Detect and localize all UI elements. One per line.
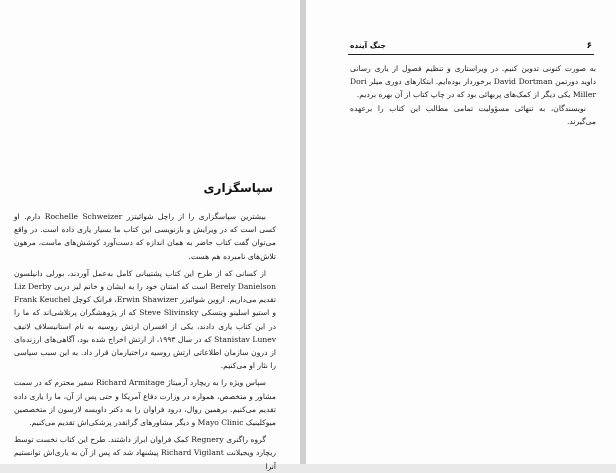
paragraph: بیشترین سپاسگزاری را از راچل شوائیتزر Rochelle Schweizer دارم. او کسی است که در ویرایش و بازنویسی این کتاب ما بسیار یاری داده است. در واقع می‌توان گفت کتاب حاضر به همان اندازه که دست‌آورد کوشش‌های ماست، مرهون تلاش‌های نامبرده هم هست.	[14, 212, 276, 261]
left-page	[0, 0, 300, 471]
page-number: ۶	[586, 41, 592, 51]
running-head: جنگ آینده	[350, 41, 386, 50]
paragraph: گروه راگنری Regnery کمک فراوان ابراز داشتند. طرح این کتاب نخست توسط ریچارد ویجیلانت Richard Vigilant پیشنهاد شد که پس از آن به یاری‌اش توانستیم آنرا	[14, 435, 276, 471]
acknowledgements-body	[14, 210, 276, 473]
continued-text	[350, 62, 596, 128]
acknowledgements-heading: سپاسگزاری	[203, 181, 273, 195]
paragraph: سپاس ویژه را به ریچارد آرمیتاژ Richard Armitage سفیر محترم که در سمت مشاور و متخصص، همواره در وزارت دفاع آمریکا و حتی پس از آن، ما را یاری داده تقدیم می‌کنیم. برهمین روال، درود فراوان را به دکتر داویسه لارسون از متخصصین میوکلینیک Mayo Clinic و دیگر مشاورهای گرانقدر پزشکی‌اش تقدیم می‌کنیم.	[14, 378, 276, 428]
right-page	[306, 0, 616, 464]
paragraph: از کسانی که از طرح این کتاب پشتیبانی کامل به‌عمل آوردند، بورلی دانیلسون Berely Danielson است که امتنان خود را به ایشان و خانم لیز دربی Liz Derby تقدیم می‌داریم. اروین شوائیزر Erwin Shawizer، فرانک کوچل Frank Keuchel و استیو اسلینو ویتسکی Steve Slivinsky که از پژوهشگران پرتلاشی‌اند که ما را در این کتاب یاری دادند، یکی از افسران ارتش روسیه به نام استانیسلاف لانیف Stanistav Lunev که در سال ۱۹۹۳، از ارتش اخراج شده بود، آگاهی‌های ارزنده‌ای از درون سازمان اطلاعاتی ارتش روسیه دراختیارمان قرار داد. به این سبب سپاسی را نثار او می‌کنیم.	[14, 268, 277, 371]
paragraph: نویسندگان، به تنهائی مسؤولیت تمامی مطالب این کتاب را برعهده می‌گیرند.	[350, 103, 596, 126]
paragraph: به صورت کنونی تدوین کنیم. در ویراستاری و تنظیم فصول از یاری رسانی داوید دورتمن David Dortman برخوردار بوده‌ایم. ابتکارهای دوری میلر Dori Miller یکی دیگر از کمک‌های پربهائی بود که در چاپ کتاب از آن بهره بردیم.	[350, 64, 596, 100]
page-header	[348, 40, 594, 55]
